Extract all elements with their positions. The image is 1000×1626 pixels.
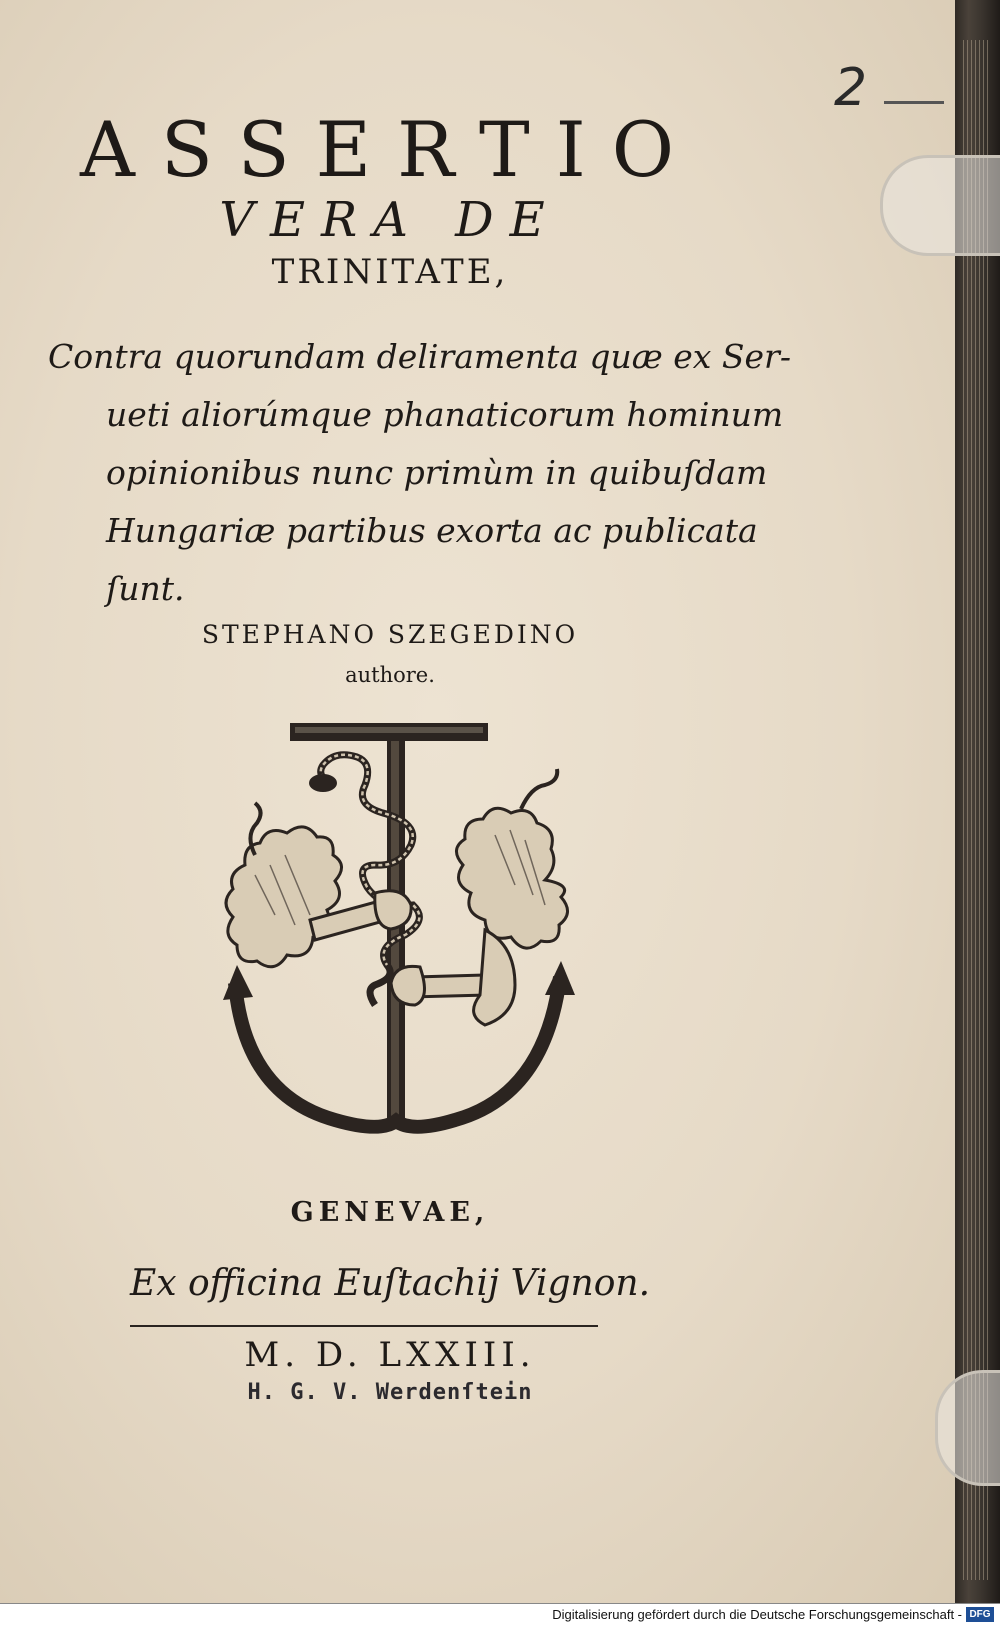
printers-device-anchor-icon xyxy=(215,715,595,1175)
subtitle-line: Contra quorundam deliramenta quæ ex Ser- xyxy=(48,337,791,376)
folio-dash xyxy=(884,101,944,104)
subtitle xyxy=(48,328,791,618)
imprint-city: GENEVAE, xyxy=(290,1197,490,1228)
subtitle-line: Hungariæ partibus exorta ac publicata xyxy=(106,511,758,550)
imprint-year: M. D. LXXIII. xyxy=(244,1335,536,1375)
imprint-rule xyxy=(130,1325,598,1327)
clasp-top-icon xyxy=(880,155,1000,256)
folio-number xyxy=(826,58,946,128)
author-name: STEPHANO SZEGEDINO xyxy=(201,620,579,649)
title-line-1: ASSERTIO xyxy=(79,105,701,194)
title-line-3: TRINITATE, xyxy=(271,252,509,292)
dfg-logo-icon: DFG xyxy=(966,1607,994,1622)
digitization-footer xyxy=(0,1603,1000,1626)
imprint-printer: Ex officina Euſtachij Vignon. xyxy=(129,1263,651,1304)
folio-mark: 2 xyxy=(834,58,868,118)
author-suffix: authore. xyxy=(345,663,435,687)
subtitle-line: ſunt. xyxy=(106,569,185,608)
title-line-2: VERA DE xyxy=(219,192,561,248)
funding-notice: Digitalisierung gefördert durch die Deutsche Forschungsgemeinschaft - xyxy=(552,1607,962,1622)
ownership-stamp: H. G. V. Werdenſtein xyxy=(247,1380,533,1405)
subtitle-line: ueti aliorúmque phanaticorum hominum xyxy=(106,395,784,434)
page-block-edges xyxy=(963,40,991,1580)
subtitle-line: opinionibus nunc primùm in quibuſdam xyxy=(106,453,768,492)
